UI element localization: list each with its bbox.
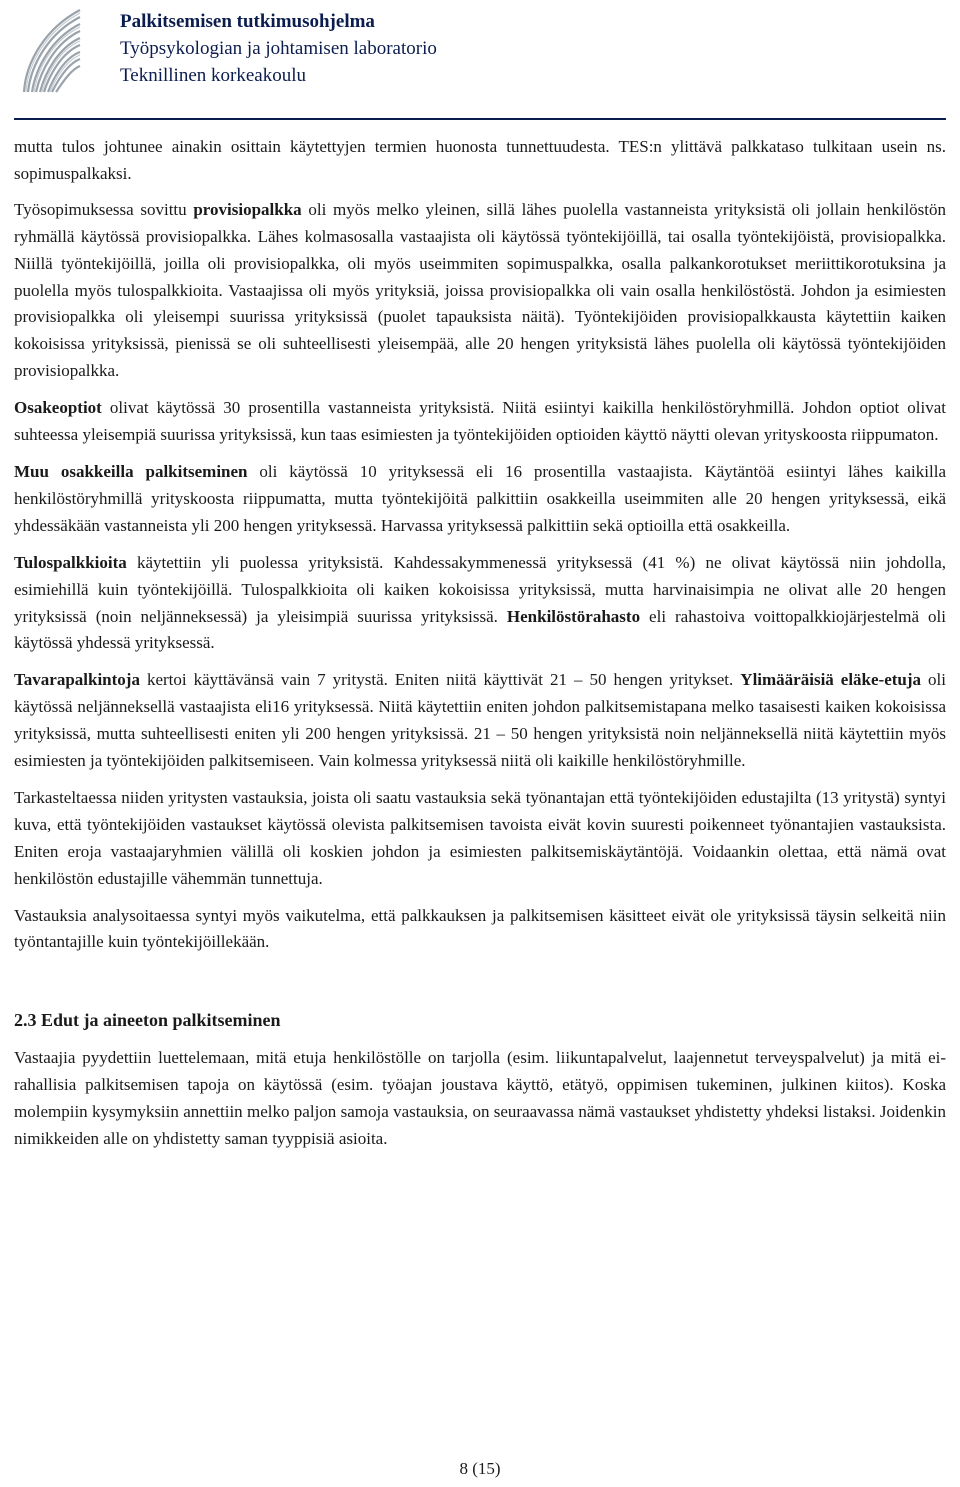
paragraph-text: olivat käytössä 30 prosentilla vastanneista yrityksistä. Niitä esiintyi kaikilla henkilöstöryhmillä. Johdon optiot olivat suhteessa yleisempiä suurissa yrityksissä, kun taas esimiesten ja työntekijöiden optioiden käyttö näytti olevan yrityskoosta riippumaton. <box>14 398 946 445</box>
bold-term: Tulospalkkioita <box>14 552 127 572</box>
header-university: Teknillinen korkeakoulu <box>120 65 306 86</box>
body-paragraph <box>14 459 946 540</box>
body-paragraph <box>14 134 946 188</box>
bold-term: Muu osakkeilla palkitseminen <box>14 461 248 481</box>
body-paragraph <box>14 395 946 449</box>
university-logo-icon <box>18 6 84 96</box>
header-program-title: Palkitsemisen tutkimusohjelma <box>120 11 375 32</box>
section-heading: 2.3 Edut ja aineeton palkitseminen <box>14 1010 281 1031</box>
page-header <box>120 8 437 89</box>
body-paragraphs <box>14 134 946 956</box>
paragraph-text: Työsopimuksessa sovittu <box>14 199 194 219</box>
body-paragraph <box>14 550 946 658</box>
paragraph-text: Vastauksia analysoitaessa syntyi myös vaikutelma, että palkkauksen ja palkitsemisen käsitteet eivät ole yrityksissä täysin selkeitä niin työntantajille kuin työntekijöillekään. <box>14 905 946 952</box>
paragraph-text: oli käytössä neljänneksellä vastaajista eli16 yrityksessä. Niitä käytettiin eniten johdon palkitsemistapana melko tasaisesti kaiken kokoisissa yrityksissä, mutta suhteellisesti eniten yli 200 hengen yrityksissä. 21 – 50 hengen yrityksistä noin neljänneksellä niitä käytettiin myös esimiesten ja työntekijöiden palkitsemiseen. Vain kolmessa yrityksessä niitä oli kaikille henkilöstöryhmille. <box>14 670 946 771</box>
body-paragraph <box>14 197 946 385</box>
bold-term: provisiopalkka <box>193 199 302 219</box>
section-paragraph: Vastaajia pyydettiin luettelemaan, mitä etuja henkilöstölle on tarjolla (esim. liikuntapalvelut, laajennetut terveyspalvelut) ja mitä ei-rahallisia palkitsemisen tapoja on käytössä (esim. työajan joustava käyttö, etätyö, oppimisen tukeminen, julkinen kiitos). Koska molempiin kysymyksiin annettiin melko paljon samoja vastauksia, on seuraavassa nämä vastaukset yhdistetty yhdeksi listaksi. Joidenkin nimikkeiden alle on yhdistetty saman tyyppisiä asioita. <box>14 1048 946 1149</box>
document-body <box>14 134 946 1163</box>
page-number: 8 (15) <box>459 1459 501 1478</box>
bold-term: Osakeoptiot <box>14 398 102 418</box>
paragraph-text: käytettiin yli puolessa yrityksistä. Kahdessakymmenessä yrityksessä (41 %) ne olivat käytössä niin johdolla, esimiehillä kuin työntekijöillä. Tulospalkkioita oli kaiken kokoisissa yrityksissä, mutta harvinaisimpia ne olivat alle 20 hengen yrityksissä (noin neljänneksessä) ja yleisimpiä suurissa yrityksissä. <box>14 552 946 626</box>
paragraph-text: mutta tulos johtunee ainakin osittain käytettyjen termien huonosta tunnettuudesta. TES:n ylittävä palkkataso tulkitaan usein ns. sopimuspalkaksi. <box>14 137 946 183</box>
bold-term: Ylimääräisiä eläke-etuja <box>740 670 922 690</box>
paragraph-text: Tarkasteltaessa niiden yritysten vastauksia, joista oli saatu vastauksia sekä työnantajan että työntekijöiden edustajilta (13 yritystä) syntyi kuva, että työntekijöiden vastaukset käytössä olevista palkitsemisen tavoista eivät kovin suuresti poikenneet työnantajien vastauksista. Eniten eroja vastaajaryhmien välillä oli koskien johdon ja esimiesten palkitsemiskäytäntöjä. Voidaankin olettaa, että nämä ovat henkilöstön edustajille vähemmän tunnettuja. <box>14 787 946 888</box>
bold-term: Tavarapalkintoja <box>14 670 140 690</box>
paragraph-text: oli käytössä 10 yrityksessä eli 16 prosentilla vastaajista. Käytäntöä esiintyi lähes kaikilla henkilöstöryhmillä yrityskoosta riippumatta, mutta työntekijöitä palkittiin osakkeilla useimmiten alle 20 hengen yrityksessä, eikä yhdessäkään vastanneista yli 200 hengen yrityksessä. Harvassa yrityksessä palkittiin sekä optioilla että osakkeilla. <box>14 461 946 535</box>
header-laboratory: Työpsykologian ja johtamisen laboratorio <box>120 38 437 59</box>
bold-term: Henkilöstörahasto <box>506 606 641 626</box>
paragraph-text: kertoi käyttävänsä vain 7 yritystä. Eniten niitä käyttivät 21 – 50 hengen yritykset. <box>139 670 741 690</box>
header-divider <box>14 118 946 120</box>
paragraph-text: oli myös melko yleinen, sillä lähes puolella vastanneista yrityksistä oli jollain henkilöstön ryhmällä käytössä provisiopalkka. Lähes kolmasosalla vastaajista oli käytössä työntekijöillä, tai osalla työntekijöistä, provisiopalkka. Niillä työntekijöillä, joilla oli provisiopalkka, oli myös useimmiten sopimuspalkka, osalla palkankorotukset meriittikorotuksina ja puolella myös tulospalkkioita. Vastaajissa oli myös yrityksiä, joissa provisiopalkka oli vain osalla henkilöstöstä. Johdon ja esimiesten provisiopalkka oli yleisempi suurissa yrityksissä (puolet tapauksista näitä). Työntekijöiden provisiopalkkausta käytettiin kaiken kokoisissa yrityksissä, pienissä se oli suhteellisesti yleisempää, alle 20 hengen yrityksistä lähes puolella oli käytössä työntekijöiden provisiopalkka. <box>14 199 947 381</box>
body-paragraph <box>14 667 946 775</box>
body-paragraph <box>14 785 946 893</box>
body-paragraph <box>14 903 946 957</box>
paragraph-text: eli rahastoiva voittopalkkiojärjestelmä oli käytössä yhdessä yrityksessä. <box>14 606 946 653</box>
